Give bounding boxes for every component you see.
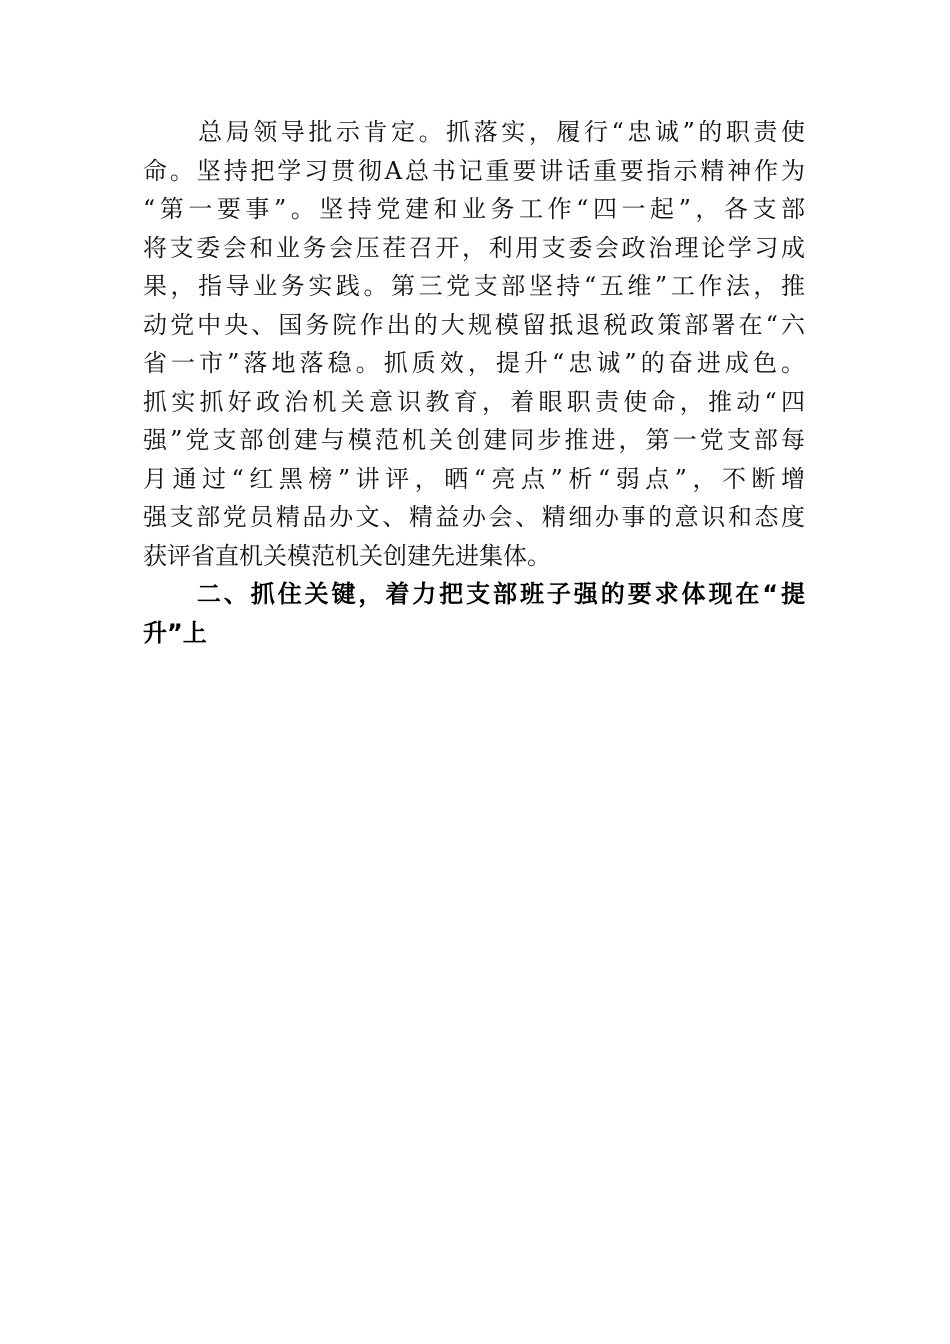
heading-line: 二、抓住关键，着力把支部班子强的要求体现在“提 bbox=[143, 580, 805, 608]
paragraph-line: 命。坚持把学习贯彻A总书记重要讲话重要指示精神作为 bbox=[143, 156, 805, 185]
heading-line: 升”上 bbox=[143, 618, 207, 647]
paragraph-line: 将支委会和业务会压茬召开，利用支委会政治理论学习成 bbox=[143, 233, 805, 262]
body-paragraph bbox=[143, 113, 805, 575]
paragraph-line: 总局领导批示肯定。抓落实，履行“忠诚”的职责使 bbox=[143, 118, 805, 146]
paragraph-line: “第一要事”。坚持党建和业务工作“四一起”，各支部 bbox=[143, 195, 805, 223]
paragraph-line: 强支部党员精品办文、精益办会、精细办事的意识和态度 bbox=[143, 503, 805, 531]
paragraph-line: 月通过“红黑榜”讲评，晒“亮点”析“弱点”，不断增 bbox=[143, 464, 805, 493]
paragraph-line: 获评省直机关模范机关创建先进集体。 bbox=[143, 541, 551, 570]
document-body bbox=[143, 113, 805, 652]
paragraph-line: 动党中央、国务院作出的大规模留抵退税政策部署在“六 bbox=[143, 310, 805, 339]
paragraph-line: 抓实抓好政治机关意识教育，着眼职责使命，推动“四 bbox=[143, 387, 805, 416]
section-heading bbox=[143, 575, 805, 652]
paragraph-line: 省一市”落地落稳。抓质效，提升“忠诚”的奋进成色。 bbox=[143, 349, 805, 377]
paragraph-line: 果，指导业务实践。第三党支部坚持“五维”工作法，推 bbox=[143, 272, 805, 300]
paragraph-line: 强”党支部创建与模范机关创建同步推进，第一党支部每 bbox=[143, 426, 805, 454]
